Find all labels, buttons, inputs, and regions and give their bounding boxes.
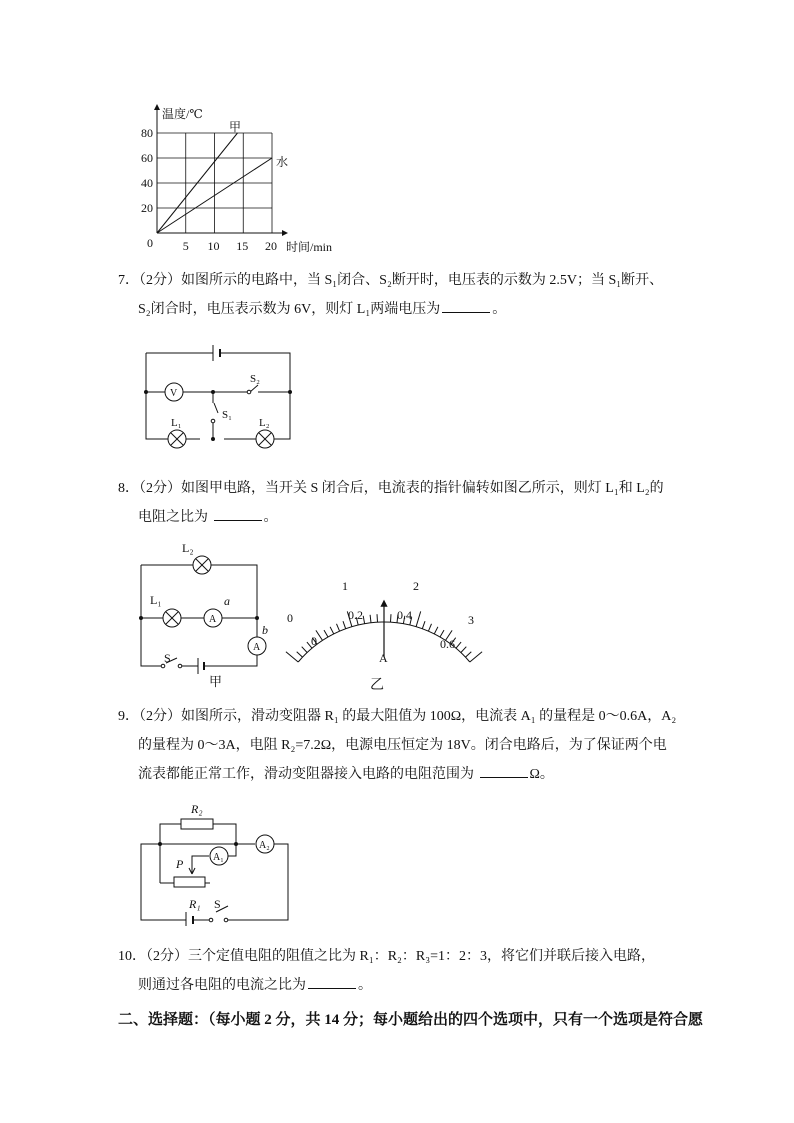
label-l2: L₂ xyxy=(259,417,270,429)
dial-tick xyxy=(330,627,334,634)
dial-tick xyxy=(422,621,425,629)
upper-scale-3: 3 xyxy=(468,613,474,627)
y-tick-label: 60 xyxy=(141,151,153,165)
label-a: a xyxy=(224,594,230,608)
rheostat-r1-icon xyxy=(174,877,205,887)
q9-line2: 的量程为 0～3A，电阻 R₂=7.2Ω，电源电压恒定为 18V。闭合电路后，为了保证两个电 xyxy=(138,738,667,753)
dial-tick xyxy=(370,615,371,623)
dial-tick xyxy=(297,652,303,657)
answer-blank[interactable] xyxy=(214,506,262,521)
q8-line2: 电阻之比为 。 xyxy=(118,503,678,532)
label-p: P xyxy=(176,857,184,871)
series-label-jia: 甲 xyxy=(229,120,242,134)
q9-line1: 9．（2分）如图所示，滑动变阻器 R₁ 的最大阻值为 100Ω，电流表 A₁ 的量程是 0～0.6A，A₂ xyxy=(118,709,677,724)
caption-yi: 乙 xyxy=(370,678,384,693)
q9-line3: 流表都能正常工作，滑动变阻器接入电路的电阻范围为 Ω。 xyxy=(118,760,678,789)
q10-line1: 10．（2分）三个定值电阻的阻值之比为 R₁：R₂：R₃=1：2：3，将它们并联后接入电路， xyxy=(118,949,656,964)
question-7 xyxy=(118,266,678,324)
question-8 xyxy=(118,474,678,532)
origin-label: 0 xyxy=(147,236,153,250)
dial-tick xyxy=(302,647,307,653)
x-tick-label: 5 xyxy=(182,239,189,253)
y-tick-label: 20 xyxy=(141,201,153,215)
q7-circuit-diagram xyxy=(138,340,298,450)
label-r1: R₁ xyxy=(189,897,201,911)
x-tick-label: 20 xyxy=(265,239,277,253)
x-tick-label: 15 xyxy=(236,239,249,253)
svg-text:A: A xyxy=(209,614,217,625)
series-label-shui: 水 xyxy=(276,155,289,169)
q8-circuit-jia xyxy=(132,538,282,688)
q7-line1: 7．（2分）如图所示的电路中，当 S₁闭合、S₂断开时，电压表的示数为 2.5V；当 S₁断开、 xyxy=(118,273,664,288)
q8-line1: 8．（2分）如图甲电路，当开关 S 闭合后，电流表的指针偏转如图乙所示，则灯 L₁和 L₂的 xyxy=(118,481,664,496)
dial-tick xyxy=(377,614,378,622)
label-r2: R₂ xyxy=(191,802,203,816)
label-s2: S₂ xyxy=(250,373,260,385)
svg-text:A₁: A₁ xyxy=(213,852,224,863)
lamp-l2-icon xyxy=(256,430,274,448)
dial-tick xyxy=(434,627,438,634)
q9-circuit-diagram xyxy=(134,798,294,926)
y-axis-label: 温度/℃ xyxy=(162,107,203,121)
x-axis-label: 时间/min xyxy=(286,240,333,254)
lower-scale-0: 0 xyxy=(311,634,317,648)
x-tick-label: 10 xyxy=(207,239,220,253)
dial-tick xyxy=(391,614,392,622)
graph-grid xyxy=(157,133,272,233)
upper-scale-0: 0 xyxy=(287,611,293,625)
pointer-label: A xyxy=(379,651,388,665)
dial-tick xyxy=(363,616,364,624)
dial-tick xyxy=(324,630,328,637)
dial-tick xyxy=(337,624,340,631)
dial-tick xyxy=(461,647,466,653)
resistor-r2-icon xyxy=(181,819,213,829)
dial-tick xyxy=(428,624,431,631)
caption-jia: 甲 xyxy=(209,674,223,688)
label-l2: L₂ xyxy=(182,541,194,555)
lower-scale-2: 0.4 xyxy=(397,608,412,622)
dial-tick xyxy=(440,630,444,637)
y-tick-label: 80 xyxy=(141,126,153,140)
lamp-l1-icon xyxy=(168,430,186,448)
question-9 xyxy=(118,702,678,789)
answer-blank[interactable] xyxy=(442,298,490,313)
dial-tick xyxy=(456,642,461,648)
lamp-l1-icon xyxy=(163,609,181,627)
lamp-l2-icon xyxy=(193,556,211,574)
svg-text:V: V xyxy=(170,388,178,399)
dial-tick xyxy=(466,652,472,657)
label-b: b xyxy=(262,623,268,637)
upper-scale-2: 2 xyxy=(413,579,419,593)
q10-line2: 则通过各电阻的电流之比为 。 xyxy=(118,971,678,1000)
label-s: S xyxy=(214,897,221,911)
dial-tick xyxy=(343,621,346,629)
lower-scale-1: 0.2 xyxy=(348,608,363,622)
label-l1: L₁ xyxy=(171,417,182,429)
q8-ammeter-dial-yi xyxy=(284,574,484,694)
answer-blank[interactable] xyxy=(480,763,528,778)
temperature-time-graph xyxy=(128,100,348,260)
section-2-heading: 二、选择题：（每小题 2 分，共 14 分；每小题给出的四个选项中，只有一个选项是符合愿 xyxy=(118,1012,704,1028)
upper-scale-1: 1 xyxy=(342,579,348,593)
question-10 xyxy=(118,942,678,1000)
svg-text:A: A xyxy=(253,642,261,653)
dial-tick xyxy=(470,652,482,662)
q7-line2: S₂闭合时，电压表示数为 6V，则灯 L₁两端电压为 。 xyxy=(118,295,678,324)
dial-tick xyxy=(416,611,421,626)
lower-scale-3: 0.6 xyxy=(440,637,455,651)
label-s: S xyxy=(164,651,171,665)
label-s1: S₁ xyxy=(222,409,232,421)
y-tick-label: 40 xyxy=(141,176,153,190)
svg-text:A₂: A₂ xyxy=(259,840,270,851)
dial-tick xyxy=(286,652,298,662)
answer-blank[interactable] xyxy=(308,974,356,989)
label-l1: L₁ xyxy=(150,593,162,607)
